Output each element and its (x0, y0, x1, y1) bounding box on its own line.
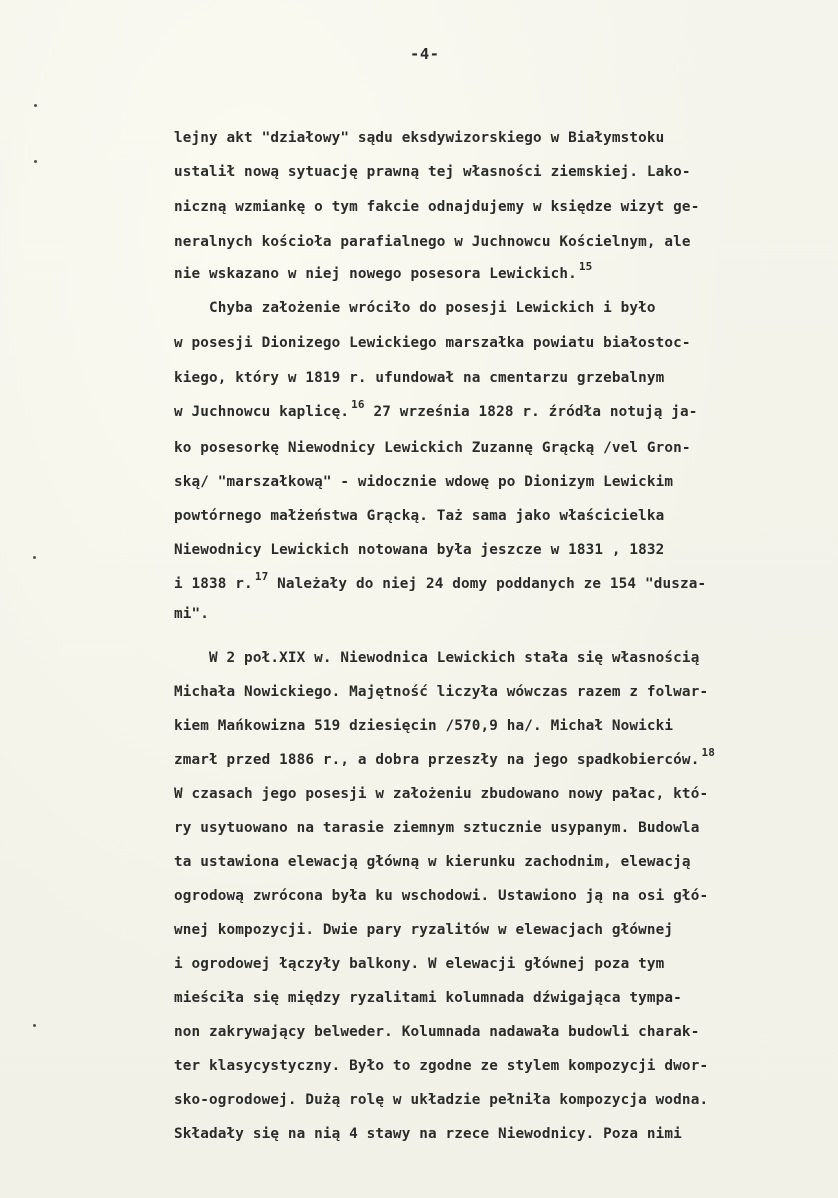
text-line (174, 920, 673, 940)
line-text: W 2 poł.XIX w. Niewodnica Lewickich stała się własnością (174, 650, 700, 666)
footnote-marker: 17 (254, 570, 269, 583)
line-text: ry usytuowano na tarasie ziemnym sztucznie usypanym. Budowla (174, 820, 700, 836)
line-text: ogrodową zwrócona była ku wschodowi. Ustawiono ją na osi głó- (174, 888, 709, 904)
text-line (174, 1090, 708, 1110)
text-line (174, 368, 664, 388)
line-text: wnej kompozycji. Dwie pary ryzalitów w elewacjach głównej (174, 922, 674, 938)
text-line (174, 197, 699, 217)
line-text: sko-ogrodowej. Dużą rolę w układzie pełniła kompozycja wodna. (174, 1092, 709, 1108)
line-text: Składały się na nią 4 stawy na rzece Niewodnicy. Poza nimi (174, 1126, 682, 1142)
margin-mark (34, 160, 37, 163)
text-line (174, 506, 664, 526)
footnote-marker: 18 (701, 746, 715, 759)
text-line (174, 162, 691, 182)
text-line (174, 570, 707, 594)
line-text: ską/ "marszałkową" - widocznie wdowę po Dionizym Lewickim (174, 474, 674, 490)
footnote-marker: 15 (578, 260, 593, 273)
text-line (174, 648, 699, 668)
page-number: -4- (410, 45, 440, 63)
text-line (174, 886, 708, 906)
text-line (174, 852, 691, 872)
line-text: nie wskazano w niej nowego posesora Lewickich. (174, 266, 577, 282)
line-text: mi". (174, 606, 210, 622)
text-line (174, 438, 691, 458)
line-text: w Juchnowcu kaplicę. (174, 404, 350, 420)
line-text: mieściła się między ryzalitami kolumnada dźwigająca tympa- (174, 990, 682, 1006)
text-line (174, 784, 708, 804)
text-line (174, 604, 209, 624)
text-line (174, 298, 656, 318)
text-line (174, 232, 691, 252)
text-line (174, 954, 664, 974)
text-line (174, 1124, 682, 1144)
margin-mark (33, 556, 36, 559)
line-text: ustalił nową sytuację prawną tej własności ziemskiej. Lako- (174, 164, 691, 180)
line-text: lejny akt "działowy" sądu eksdywizorskiego w Białymstoku (174, 130, 665, 146)
text-line (174, 398, 698, 422)
line-text: ko posesorkę Niewodnicy Lewickich Zuzannę Grącką /vel Gron- (174, 440, 691, 456)
line-text: w posesji Dionizego Lewickiego marszałka powiatu białostoc- (174, 335, 691, 351)
line-text: ter klasycystyczny. Było to zgodne ze stylem kompozycji dwor- (174, 1058, 709, 1074)
line-text: Niewodnicy Lewickich notowana była jeszcze w 1831 , 1832 (174, 542, 665, 558)
line-text: non zakrywający belweder. Kolumnada nadawała budowli charak- (174, 1024, 700, 1040)
line-text: kiego, który w 1819 r. ufundował na cmentarzu grzebalnym (174, 370, 665, 386)
line-text-continued: 27 września 1828 r. źródła notują ja- (364, 404, 698, 420)
text-line (174, 988, 682, 1008)
text-line (174, 1056, 708, 1076)
line-text: Chyba założenie wróciło do posesji Lewickich i było (174, 300, 656, 316)
text-line (174, 682, 708, 702)
line-text: ta ustawiona elewacją główną w kierunku zachodnim, elewacją (174, 854, 691, 870)
text-line (174, 716, 673, 736)
footnote-marker: 16 (351, 398, 365, 411)
text-line (174, 1022, 699, 1042)
margin-mark (34, 104, 37, 107)
margin-mark (33, 1024, 36, 1027)
text-line (174, 128, 664, 148)
line-text: Michała Nowickiego. Majętność liczyła wówczas razem z folwar- (174, 684, 709, 700)
line-text: W czasach jego posesji w założeniu zbudowano nowy pałac, któ- (174, 786, 709, 802)
text-line (174, 260, 593, 284)
line-text: niczną wzmiankę o tym fakcie odnajdujemy w księdze wizyt ge- (174, 199, 700, 215)
line-text: i 1838 r. (174, 576, 253, 592)
text-line (174, 746, 715, 770)
line-text: kiem Mańkowizna 519 dziesięcin /570,9 ha/. Michał Nowicki (174, 718, 674, 734)
text-line (174, 333, 691, 353)
text-line (174, 540, 664, 560)
line-text: powtórnego małżeństwa Grącką. Taż sama jako właścicielka (174, 508, 665, 524)
line-text-continued: Należały do niej 24 domy poddanych ze 154 "dusza- (268, 576, 707, 592)
line-text: neralnych kościoła parafialnego w Juchnowcu Kościelnym, ale (174, 234, 691, 250)
line-text: zmarł przed 1886 r., a dobra przeszły na jego spadkobierców. (174, 752, 700, 768)
text-line (174, 472, 673, 492)
line-text: i ogrodowej łączyły balkony. W elewacji głównej poza tym (174, 956, 665, 972)
text-line (174, 818, 699, 838)
